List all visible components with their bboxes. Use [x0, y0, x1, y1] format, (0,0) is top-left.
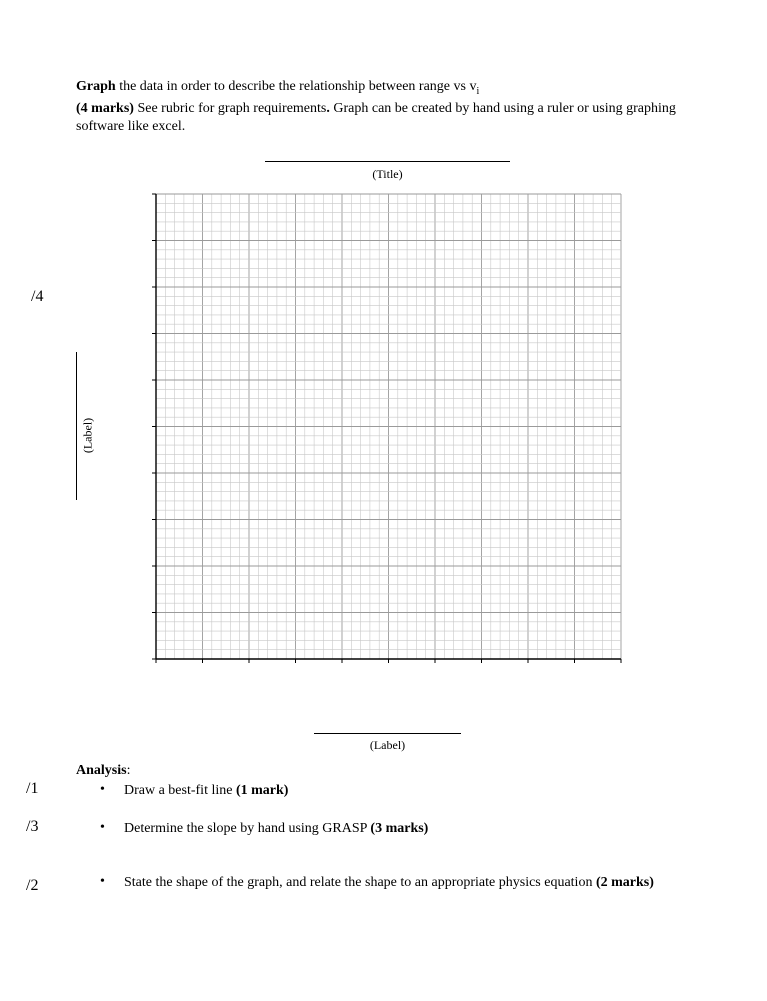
analysis-item-1	[100, 782, 700, 802]
analysis-item-1-marks: (1 mark)	[235, 783, 289, 798]
title-blank-line	[265, 161, 510, 162]
graph-score: /4	[31, 288, 44, 305]
y-label-placeholder: (Label)	[80, 417, 95, 454]
instruction-line-1: the data in order to describe the relationship between range vs v	[115, 79, 477, 94]
y-label-blank-line	[76, 352, 77, 500]
graph-paper[interactable]	[148, 186, 624, 664]
analysis-heading	[76, 763, 130, 779]
instructions-paragraph	[76, 78, 716, 135]
x-label-placeholder: (Label)	[369, 738, 406, 752]
x-label-blank-line	[314, 733, 461, 734]
marks-label: (4 marks)	[76, 101, 134, 117]
analysis-item-3-text: State the shape of the graph, and relate the shape to an appropriate physics equation	[124, 875, 596, 890]
analysis-item-2-text: Determine the slope by hand using GRASP	[124, 821, 371, 836]
analysis-item-1-score: /1	[26, 780, 39, 797]
title-placeholder: (Title)	[372, 167, 403, 181]
analysis-title: Analysis	[76, 763, 127, 778]
bullet-icon: •	[100, 874, 105, 889]
vi-subscript: i	[476, 85, 480, 97]
analysis-item-3-marks: (2 marks)	[595, 875, 654, 890]
bullet-icon: •	[100, 820, 105, 835]
graph-keyword: Graph	[76, 79, 116, 94]
analysis-item-2-marks: (3 marks)	[370, 821, 429, 836]
analysis-item-3-score: /2	[26, 877, 39, 894]
analysis-item-2-score: /3	[26, 818, 39, 835]
analysis-item-1-text: Draw a best-fit line	[124, 783, 236, 798]
instruction-period: .	[326, 101, 330, 117]
analysis-item-3	[100, 874, 700, 914]
instruction-line-2: See rubric for graph requirements	[133, 101, 327, 117]
analysis-item-2	[100, 820, 700, 840]
bullet-icon: •	[100, 782, 105, 797]
analysis-colon: :	[126, 763, 131, 778]
instruction-line-2-tail: Graph can be created by hand using a ruler or using graphing software like excel.	[76, 101, 676, 134]
